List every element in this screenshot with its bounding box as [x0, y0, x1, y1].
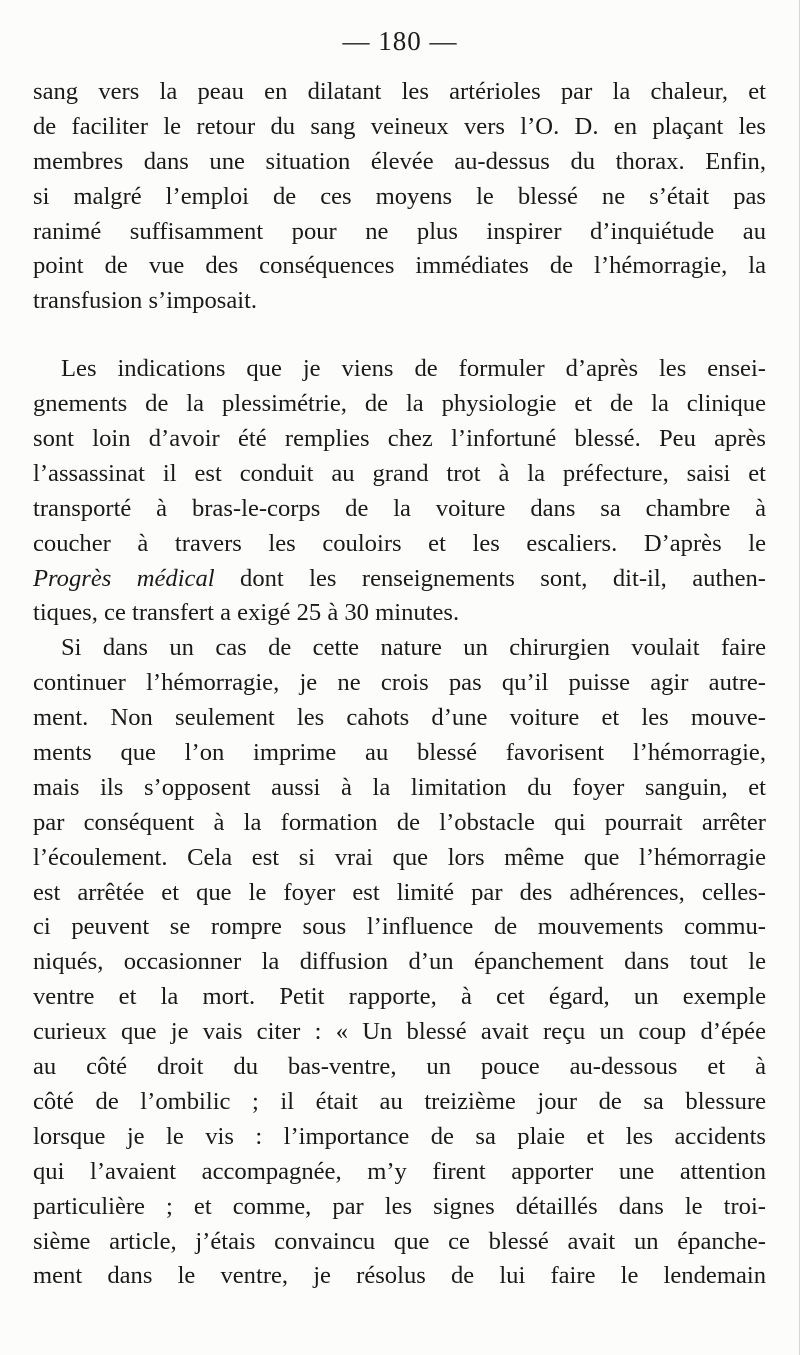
text-fragment: dont les renseignements sont, dit-il, authen- — [214, 564, 766, 592]
text-line: coucher à travers les couloirs et les escaliers. D’après le — [33, 529, 766, 557]
paragraph-gap — [33, 319, 766, 352]
text-line: sang vers la peau en dilatant les artérioles par la chaleur, et — [33, 78, 766, 105]
text-line: côté de l’ombilic ; il était au treizième jour de sa blessure — [33, 1087, 766, 1115]
text-line: ments que l’on imprime au blessé favorisent l’hémorragie, — [33, 739, 766, 767]
text-line: particulière ; et comme, par les signes détaillés dans le troi- — [33, 1192, 766, 1220]
text-line: sième article, j’étais convaincu que ce blessé avait un épanche- — [33, 1227, 766, 1255]
text-line: mais ils s’opposent aussi à la limitation du foyer sanguin, et — [33, 773, 766, 801]
text-line: qui l’avaient accompagnée, m’y firent apporter une attention — [33, 1157, 766, 1185]
text-line: au côté droit du bas-ventre, un pouce au-dessous et à — [33, 1053, 766, 1081]
text-line: tiques, ce transfert a exigé 25 à 30 minutes. — [33, 599, 460, 627]
text-line: point de vue des conséquences immédiates de l’hémorragie, la — [33, 252, 766, 280]
text-line: Si dans un cas de cette nature un chirurgien voulait faire — [61, 634, 766, 662]
text-line: niqués, occasionner la diffusion d’un épanchement dans tout le — [33, 948, 766, 976]
text-line: gnements de la plessimétrie, de la physiologie et de la clinique — [33, 390, 766, 418]
text-line: ment dans le ventre, je résolus de lui faire le lendemain — [33, 1262, 766, 1290]
text-line: de faciliter le retour du sang veineux vers l’O. D. en plaçant les — [33, 112, 766, 140]
text-line: l’assassinat il est conduit au grand trot à la préfecture, saisi et — [33, 459, 766, 487]
text-line: transporté à bras-le-corps de la voiture dans sa chambre à — [33, 494, 766, 522]
text-line: ci peuvent se rompre sous l’influence de mouvements commu- — [33, 913, 766, 941]
text-line: ranimé suffisamment pour ne plus inspirer d’inquiétude au — [33, 217, 766, 245]
italic-title: Progrès médical — [33, 564, 215, 592]
text-line: l’écoulement. Cela est si vrai que lors même que l’hémorragie — [33, 843, 766, 871]
text-line: ventre et la mort. Petit rapporte, à cet égard, un exemple — [33, 983, 766, 1011]
text-line: Les indications que je viens de formuler d’après les ensei- — [61, 355, 766, 383]
text-line: est arrêtée et que le foyer est limité par des adhérences, celles- — [33, 878, 766, 906]
text-line: ment. Non seulement les cahots d’une voiture et les mouve- — [33, 704, 766, 732]
text-line: par conséquent à la formation de l’obstacle qui pourrait arrêter — [33, 808, 766, 836]
body-text — [33, 75, 766, 1294]
text-line: membres dans une situation élevée au-dessus du thorax. Enfin, — [33, 147, 766, 175]
text-line — [33, 562, 766, 597]
text-line: transfusion s’imposait. — [33, 287, 258, 315]
text-line: continuer l’hémorragie, je ne crois pas qu’il puisse agir autre- — [33, 669, 766, 697]
page-number: — 180 — — [342, 26, 458, 56]
text-line: si malgré l’emploi de ces moyens le blessé ne s’était pas — [33, 182, 766, 210]
text-line: sont loin d’avoir été remplies chez l’infortuné blessé. Peu après — [33, 425, 766, 453]
text-line: curieux que je vais citer : « Un blessé avait reçu un coup d’épée — [33, 1018, 766, 1046]
text-line: lorsque je le vis : l’importance de sa plaie et les accidents — [33, 1122, 766, 1150]
